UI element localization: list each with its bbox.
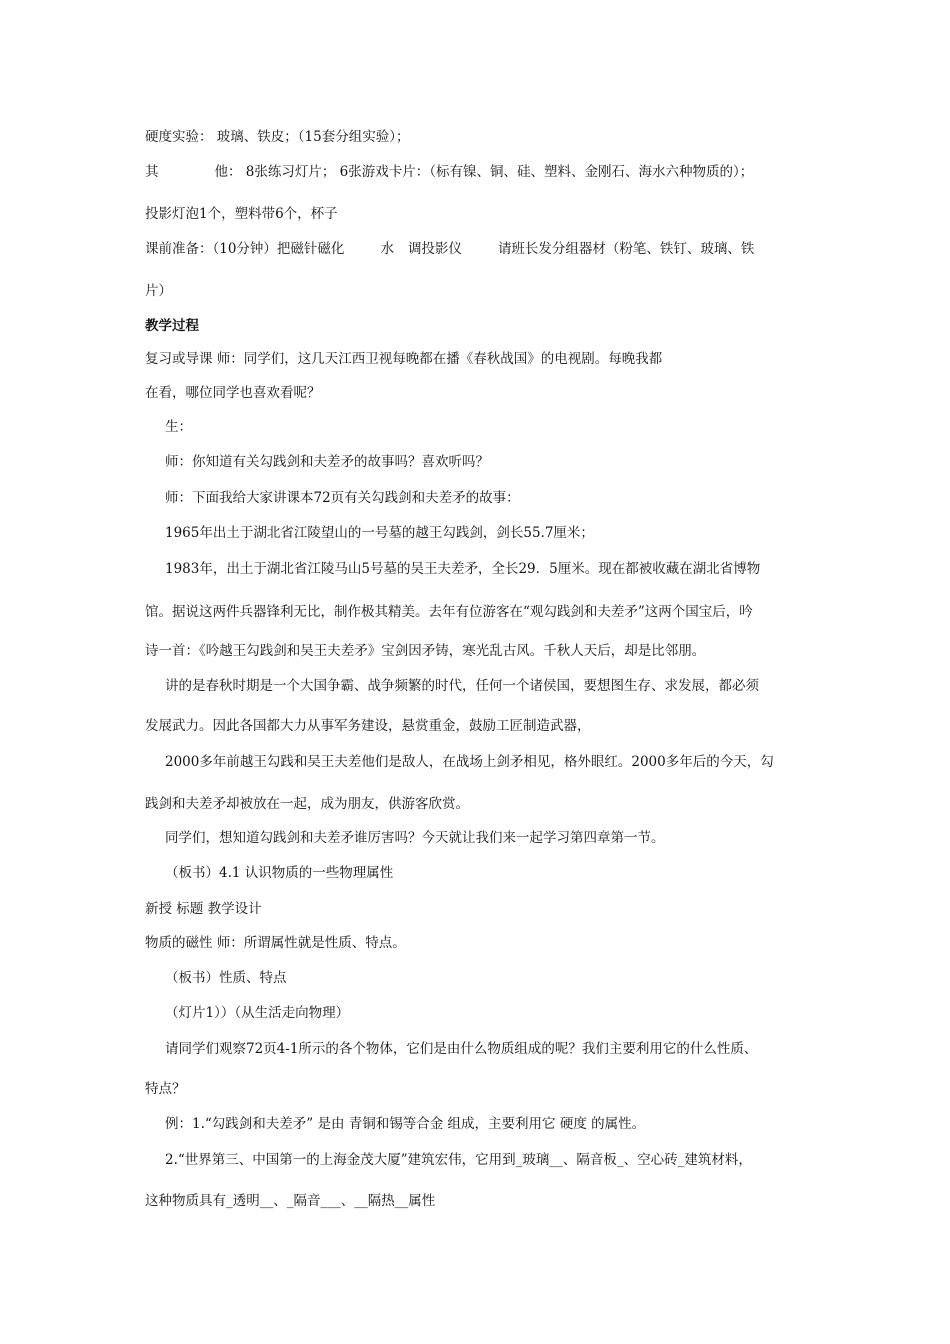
text-line: 1983年，出土于湖北省江陵马山5号墓的吴王夫差矛，全长29．5厘米。现在都被收藏在湖北省博物 <box>165 561 761 577</box>
text-line: 师：你知道有关勾践剑和夫差矛的故事吗？喜欢听吗？ <box>165 454 489 470</box>
text-segment: 其 <box>145 164 159 180</box>
text-line <box>145 163 753 181</box>
text-line: （板书）4.1 认识物质的一些物理属性 <box>165 865 394 881</box>
text-line: 硬度实验： 玻璃、铁皮；（15套分组实验）； <box>145 129 410 145</box>
text-line: （灯片1））（从生活走向物理） <box>165 1005 350 1021</box>
text-segment: 他： 8张练习灯片； 6张游戏卡片：（标有镍、铜、硅、塑料、金刚石、海水六种物质的）； <box>214 164 754 180</box>
text-segment: 课前准备：（10分钟）把磁针磁化 <box>145 241 345 257</box>
text-line: 特点？ <box>145 1081 186 1097</box>
text-segment: 水 <box>380 241 394 257</box>
text-line: 物质的磁性 师：所谓属性就是性质、特点。 <box>145 935 406 951</box>
text-line: 2.“世界第三、中国第一的上海金茂大厦”建筑宏伟，它用到_玻璃__、隔音板_、空心砖_建筑材料， <box>165 1152 752 1168</box>
text-line: 这种物质具有_透明__、_隔音___、__隔热__属性 <box>145 1193 436 1209</box>
text-line: 投影灯泡1个，塑料带6个，杯子 <box>145 206 338 222</box>
text-line <box>145 240 754 258</box>
text-line: 诗一首：《吟越王勾践剑和吴王夫差矛》宝剑因矛铸，寒光乱古风。千秋人天后，却是比邻朋。 <box>145 643 706 659</box>
text-line: 生： <box>165 419 192 435</box>
text-line: 新授 标题 教学设计 <box>145 901 262 917</box>
text-line: 复习或导课 师：同学们，这几天江西卫视每晚都在播《春秋战国》的电视剧。每晚我都 <box>145 351 663 367</box>
text-line: 发展武力。因此各国都大力从事军务建设，悬赏重金，鼓励工匠制造武器， <box>145 718 591 734</box>
text-line: 馆。据说这两件兵器锋利无比，制作极其精美。去年有位游客在“观勾践剑和夫差矛”这两个国宝后，吟 <box>145 604 753 620</box>
text-line: 讲的是春秋时期是一个大国争霸、战争频繁的时代，任何一个诸侯国，要想图生存、求发展，都必须 <box>165 678 759 694</box>
text-line: 请同学们观察72页4-1所示的各个物体，它们是由什么物质组成的呢？我们主要利用它的什么性质、 <box>165 1041 758 1057</box>
section-heading: 教学过程 <box>145 318 199 334</box>
text-line: 1965年出土于湖北省江陵望山的一号墓的越王勾践剑，剑长55.7厘米； <box>165 525 594 541</box>
text-line: （板书）性质、特点 <box>165 970 287 986</box>
text-line: 片） <box>145 283 172 299</box>
text-line: 践剑和夫差矛却被放在一起，成为朋友，供游客欣赏。 <box>145 796 469 812</box>
text-line: 2000多年前越王勾践和吴王夫差他们是敌人，在战场上剑矛相见，格外眼红。2000多年后的今天，勾 <box>165 754 774 770</box>
text-line: 例：1.“勾践剑和夫差矛” 是由 青铜和锡等合金 组成，主要利用它 硬度 的属性。 <box>165 1116 646 1132</box>
text-segment: 请班长发分组器材（粉笔、铁钉、玻璃、铁 <box>497 241 755 257</box>
text-segment: 调投影仪 <box>407 241 462 257</box>
text-line: 同学们，想知道勾践剑和夫差矛谁厉害吗？今天就让我们来一起学习第四章第一节。 <box>165 830 665 846</box>
text-line: 师：下面我给大家讲课本72页有关勾践剑和夫差矛的故事： <box>165 490 520 506</box>
text-line: 在看，哪位同学也喜欢看呢？ <box>145 385 321 401</box>
